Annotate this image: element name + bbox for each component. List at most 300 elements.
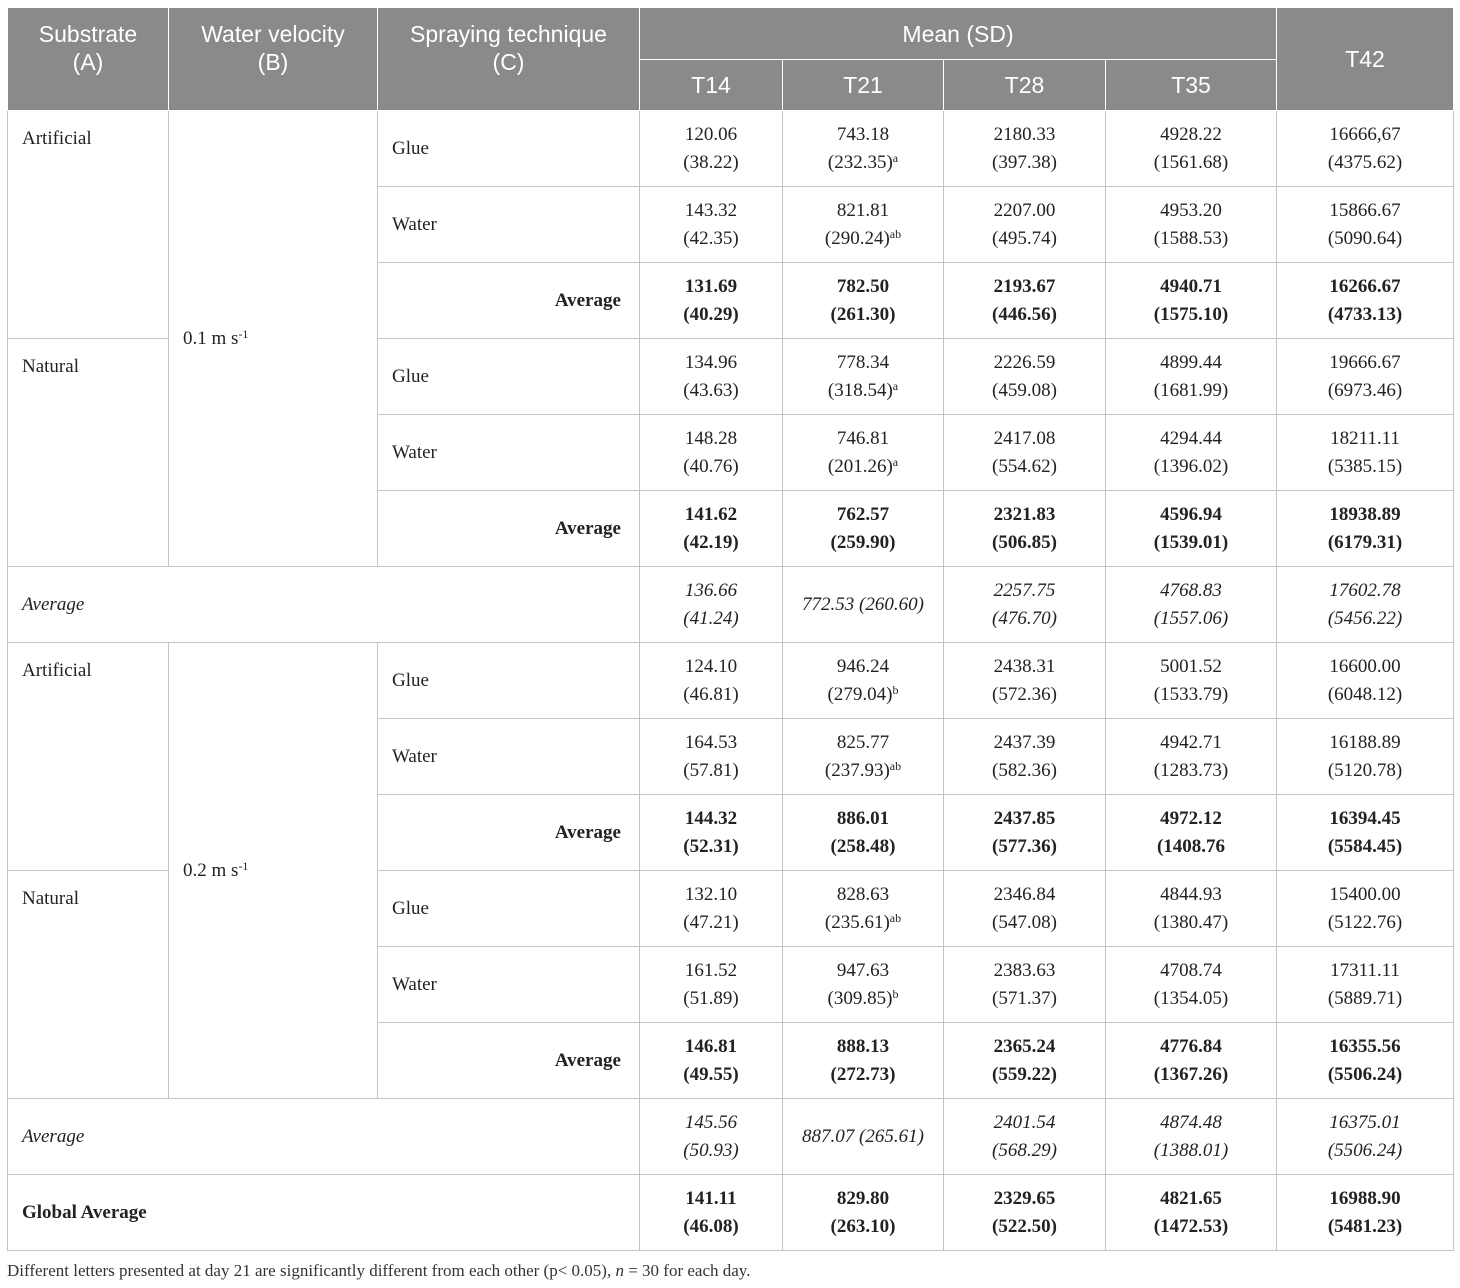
value-cell-t14 (640, 1023, 783, 1099)
sd-line (1277, 833, 1453, 861)
significance-letter: a (892, 150, 899, 165)
sd-line (640, 833, 782, 861)
mean-value: 828.63 (836, 883, 890, 905)
sd-line (640, 225, 782, 253)
value-cell-t42 (1277, 263, 1454, 339)
sd-line (944, 453, 1105, 481)
value-cell-t42 (1277, 111, 1454, 187)
significance-letter: b (892, 986, 899, 1001)
sd-value: (559.22) (992, 1063, 1057, 1085)
value-cell-t14 (640, 947, 783, 1023)
substrate-artificial: Artificial (8, 643, 169, 871)
value-cell-t21 (783, 111, 944, 187)
technique-glue: Glue (378, 339, 640, 415)
sd-line (1106, 909, 1276, 937)
sd-value: (1396.02) (1153, 455, 1229, 477)
mean-value: 17602.78 (1329, 579, 1401, 601)
average-label: Average (378, 795, 640, 871)
mean-value: 148.28 (684, 427, 738, 449)
value-cell-t28 (944, 1099, 1106, 1175)
value-cell-t35 (1106, 795, 1277, 871)
sd-value: (5506.24) (1327, 1139, 1403, 1161)
sd-line (640, 149, 782, 177)
sd-value: (279.04) (827, 683, 893, 705)
value-cell-t42 (1277, 643, 1454, 719)
sd-line (1106, 377, 1276, 405)
value-cell-t21 (783, 491, 944, 567)
sd-line (783, 1213, 943, 1241)
global-average-label: Global Average (8, 1175, 640, 1251)
value-cell-t14 (640, 415, 783, 491)
value-cell-t21 (783, 1023, 944, 1099)
sd-value: (1575.10) (1153, 303, 1229, 325)
mean-value: 2401.54 (993, 1111, 1056, 1133)
mean-value: 4940.71 (1160, 275, 1222, 297)
sd-value: (49.55) (683, 1063, 739, 1085)
mean-value: 2437.39 (993, 731, 1056, 753)
mean-value: 146.81 (684, 1035, 738, 1057)
value-cell-t28 (944, 491, 1106, 567)
substrate-artificial: Artificial (8, 111, 169, 339)
sd-line (783, 149, 943, 177)
value-cell-t21 (783, 187, 944, 263)
technique-water: Water (378, 187, 640, 263)
value-cell-t42 (1277, 947, 1454, 1023)
value-cell-t42 (1277, 567, 1454, 643)
mean-value: 16666,67 (1329, 123, 1401, 145)
sd-line (640, 529, 782, 557)
sd-value: (5584.45) (1327, 835, 1403, 857)
value-cell-t28 (944, 187, 1106, 263)
mean-value: 887.07 (265.61) (802, 1125, 924, 1147)
significance-letter: ab (889, 226, 902, 241)
sd-value: (261.30) (830, 303, 896, 325)
significance-letter: ab (889, 910, 902, 925)
mean-value: 18211.11 (1330, 427, 1400, 449)
value-cell-t14 (640, 1099, 783, 1175)
mean-value: 4972.12 (1160, 807, 1222, 829)
value-cell-t21 (783, 415, 944, 491)
sd-line (1277, 225, 1453, 253)
value-cell-t21 (783, 719, 944, 795)
mean-value: 143.32 (684, 199, 738, 221)
sd-line (783, 1061, 943, 1089)
value-cell-t42 (1277, 1023, 1454, 1099)
sd-value: (5385.15) (1327, 455, 1403, 477)
value-cell-t14 (640, 643, 783, 719)
mean-value: 132.10 (684, 883, 738, 905)
header-t35: T35 (1106, 60, 1277, 111)
header-t21: T21 (783, 60, 944, 111)
mean-value: 144.32 (684, 807, 738, 829)
sd-line (944, 1213, 1105, 1241)
value-cell-t14 (640, 491, 783, 567)
sd-value: (1354.05) (1153, 987, 1229, 1009)
sd-line (1277, 909, 1453, 937)
sd-value: (258.48) (830, 835, 896, 857)
value-cell-t28 (944, 111, 1106, 187)
velocity-0-1: 0.1 m $s^{-1}$ (169, 111, 378, 567)
sd-line (640, 301, 782, 329)
mean-value: 16394.45 (1329, 807, 1401, 829)
mean-value: 4928.22 (1160, 123, 1222, 145)
value-cell-t21 (783, 871, 944, 947)
sd-value: (40.76) (683, 455, 739, 477)
sd-value: (1472.53) (1153, 1215, 1229, 1237)
mean-value: 4874.48 (1160, 1111, 1222, 1133)
mean-value: 778.34 (836, 351, 890, 373)
significance-letter: a (892, 378, 899, 393)
sd-value: (568.29) (992, 1139, 1057, 1161)
significance-letter: ab (889, 758, 902, 773)
mean-value: 4953.20 (1160, 199, 1222, 221)
velocity-average-label: Average (8, 1099, 640, 1175)
sd-value: (506.85) (992, 531, 1057, 553)
value-cell-t42 (1277, 187, 1454, 263)
sd-line (640, 909, 782, 937)
sd-line (783, 529, 943, 557)
mean-value: 141.11 (685, 1187, 737, 1209)
value-cell-t35 (1106, 1099, 1277, 1175)
technique-glue: Glue (378, 111, 640, 187)
value-cell-t21 (783, 1099, 944, 1175)
value-cell-t14 (640, 263, 783, 339)
sd-value: (522.50) (992, 1215, 1057, 1237)
header-spraying-technique: Spraying technique (C) (378, 8, 640, 111)
sd-line (1277, 377, 1453, 405)
value-cell-t35 (1106, 263, 1277, 339)
value-cell-t28 (944, 871, 1106, 947)
value-cell-t28 (944, 415, 1106, 491)
mean-value: 2417.08 (993, 427, 1056, 449)
sd-value: (318.54) (827, 379, 893, 401)
mean-value: 2383.63 (993, 959, 1056, 981)
sd-value: (1539.01) (1153, 531, 1229, 553)
sd-line (944, 301, 1105, 329)
sd-value: (1367.26) (1153, 1063, 1229, 1085)
value-cell-t14 (640, 111, 783, 187)
value-cell-t42 (1277, 339, 1454, 415)
mean-value: 131.69 (684, 275, 738, 297)
value-cell-t21 (783, 795, 944, 871)
sd-value: (5122.76) (1327, 911, 1403, 933)
sd-line (1106, 985, 1276, 1013)
mean-value: 4899.44 (1160, 351, 1222, 373)
sd-line (1277, 1061, 1453, 1089)
header-water-velocity: Water velocity (B) (169, 8, 378, 111)
sd-line (1106, 681, 1276, 709)
mean-value: 16188.89 (1329, 731, 1401, 753)
sd-line (1277, 985, 1453, 1013)
mean-value: 762.57 (836, 503, 890, 525)
sd-value: (235.61) (824, 911, 890, 933)
substrate-natural: Natural (8, 339, 169, 567)
mean-value: 4294.44 (1160, 427, 1222, 449)
mean-value: 164.53 (684, 731, 738, 753)
sd-value: (309.85) (827, 987, 893, 1009)
sd-value: (5481.23) (1327, 1215, 1403, 1237)
sd-line (640, 757, 782, 785)
sd-line (640, 681, 782, 709)
value-cell-t35 (1106, 947, 1277, 1023)
sd-line (1277, 1213, 1453, 1241)
sd-value: (547.08) (992, 911, 1057, 933)
technique-glue: Glue (378, 871, 640, 947)
mean-value: 2207.00 (993, 199, 1056, 221)
significance-letter: b (892, 682, 899, 697)
sd-line (1106, 1137, 1276, 1165)
average-label: Average (378, 263, 640, 339)
sd-value: (232.35) (827, 151, 893, 173)
value-cell-t35 (1106, 1175, 1277, 1251)
mean-value: 772.53 (260.60) (802, 593, 924, 615)
value-cell-t35 (1106, 415, 1277, 491)
value-cell-t28 (944, 795, 1106, 871)
value-cell-t42 (1277, 795, 1454, 871)
sd-value: (1557.06) (1153, 607, 1229, 629)
mean-value: 4768.83 (1160, 579, 1222, 601)
sd-line (1277, 453, 1453, 481)
sd-line (783, 833, 943, 861)
sd-value: (397.38) (992, 151, 1057, 173)
sd-value: (1388.01) (1153, 1139, 1229, 1161)
sd-line (640, 985, 782, 1013)
sd-line (944, 833, 1105, 861)
sd-value: (571.37) (992, 987, 1057, 1009)
sd-value: (237.93) (824, 759, 890, 781)
value-cell-t42 (1277, 1099, 1454, 1175)
value-cell-t14 (640, 339, 783, 415)
value-cell-t28 (944, 719, 1106, 795)
sd-line (944, 757, 1105, 785)
sd-value: (5506.24) (1327, 1063, 1403, 1085)
sd-value: (446.56) (992, 303, 1057, 325)
value-cell-t35 (1106, 339, 1277, 415)
sd-line (640, 1137, 782, 1165)
mean-value: 4776.84 (1160, 1035, 1222, 1057)
mean-value: 161.52 (684, 959, 738, 981)
sd-line (1106, 1213, 1276, 1241)
value-cell-t42 (1277, 1175, 1454, 1251)
velocity-average-label: Average (8, 567, 640, 643)
sd-value: (5889.71) (1327, 987, 1403, 1009)
value-cell-t21 (783, 1175, 944, 1251)
sd-line (783, 985, 943, 1013)
value-cell-t35 (1106, 1023, 1277, 1099)
sd-line (1106, 301, 1276, 329)
velocity-0-2: 0.2 m $s^{-1}$ (169, 643, 378, 1099)
value-cell-t42 (1277, 871, 1454, 947)
value-cell-t14 (640, 795, 783, 871)
mean-value: 2226.59 (993, 351, 1056, 373)
mean-value: 2193.67 (993, 275, 1056, 297)
significance-letter: a (892, 454, 899, 469)
sd-line (640, 453, 782, 481)
sd-line (1277, 149, 1453, 177)
sd-value: (51.89) (683, 987, 739, 1009)
sd-value: (4733.13) (1327, 303, 1403, 325)
header-mean-sd: Mean (SD) (640, 8, 1277, 60)
value-cell-t35 (1106, 871, 1277, 947)
mean-value: 746.81 (836, 427, 890, 449)
sd-line (1277, 529, 1453, 557)
table-footnote: Different letters presented at day 21 are significantly different from each other (p< 0.05), n = 30 for each day. (7, 1261, 751, 1280)
sd-value: (572.36) (992, 683, 1057, 705)
mean-value: 2365.24 (993, 1035, 1056, 1057)
mean-value: 2180.33 (993, 123, 1056, 145)
sd-line (944, 529, 1105, 557)
value-cell-t14 (640, 871, 783, 947)
value-cell-t28 (944, 339, 1106, 415)
sd-line (944, 225, 1105, 253)
value-cell-t21 (783, 339, 944, 415)
value-cell-t35 (1106, 643, 1277, 719)
value-cell-t42 (1277, 415, 1454, 491)
mean-value: 947.63 (836, 959, 890, 981)
mean-value: 2257.75 (993, 579, 1056, 601)
substrate-natural: Natural (8, 871, 169, 1099)
sd-value: (42.19) (683, 531, 739, 553)
mean-value: 782.50 (836, 275, 890, 297)
sd-value: (554.62) (992, 455, 1057, 477)
value-cell-t35 (1106, 719, 1277, 795)
value-cell-t35 (1106, 491, 1277, 567)
sd-line (1106, 453, 1276, 481)
sd-value: (5456.22) (1327, 607, 1403, 629)
sd-line (783, 301, 943, 329)
sd-line (1106, 225, 1276, 253)
sd-value: (5120.78) (1327, 759, 1403, 781)
value-cell-t28 (944, 1175, 1106, 1251)
sd-line (640, 1213, 782, 1241)
mean-value: 16355.56 (1329, 1035, 1401, 1057)
sd-line (1106, 605, 1276, 633)
value-cell-t35 (1106, 187, 1277, 263)
sd-line (1106, 1061, 1276, 1089)
sd-line (1277, 1137, 1453, 1165)
results-table (7, 7, 1454, 1251)
sd-value: (6179.31) (1327, 531, 1403, 553)
sd-line (944, 149, 1105, 177)
sd-value: (52.31) (683, 835, 739, 857)
sd-value: (1588.53) (1153, 227, 1229, 249)
sd-value: (263.10) (830, 1215, 896, 1237)
mean-value: 16600.00 (1329, 655, 1401, 677)
mean-value: 5001.52 (1160, 655, 1222, 677)
sd-line (944, 1137, 1105, 1165)
header-t14: T14 (640, 60, 783, 111)
value-cell-t42 (1277, 719, 1454, 795)
sd-value: (577.36) (992, 835, 1057, 857)
sd-value: (259.90) (830, 531, 896, 553)
mean-value: 743.18 (836, 123, 890, 145)
sd-line (1277, 681, 1453, 709)
sd-value: (50.93) (683, 1139, 739, 1161)
mean-value: 4596.94 (1160, 503, 1222, 525)
sd-value: (47.21) (683, 911, 739, 933)
sd-value: (46.08) (683, 1215, 739, 1237)
mean-value: 888.13 (836, 1035, 890, 1057)
sd-value: (1283.73) (1153, 759, 1229, 781)
mean-value: 16375.01 (1329, 1111, 1401, 1133)
sd-line (640, 377, 782, 405)
mean-value: 829.80 (836, 1187, 890, 1209)
value-cell-t28 (944, 643, 1106, 719)
header-substrate: Substrate (A) (8, 8, 169, 111)
value-cell-t21 (783, 263, 944, 339)
mean-value: 18938.89 (1329, 503, 1401, 525)
mean-value: 4708.74 (1160, 959, 1222, 981)
average-label: Average (378, 491, 640, 567)
sd-line (1106, 833, 1276, 861)
average-label: Average (378, 1023, 640, 1099)
mean-value: 15400.00 (1329, 883, 1401, 905)
mean-value: 4844.93 (1160, 883, 1222, 905)
sd-line (783, 757, 943, 785)
sd-value: (1681.99) (1153, 379, 1229, 401)
mean-value: 886.01 (836, 807, 890, 829)
value-cell-t14 (640, 187, 783, 263)
sd-value: (582.36) (992, 759, 1057, 781)
sd-line (783, 225, 943, 253)
technique-glue: Glue (378, 643, 640, 719)
value-cell-t28 (944, 567, 1106, 643)
value-cell-t21 (783, 947, 944, 1023)
mean-value: 120.06 (684, 123, 738, 145)
sd-value: (41.24) (683, 607, 739, 629)
sd-line (783, 377, 943, 405)
sd-line (640, 1061, 782, 1089)
sd-line (783, 681, 943, 709)
value-cell-t28 (944, 263, 1106, 339)
mean-value: 16988.90 (1329, 1187, 1401, 1209)
sd-line (1106, 529, 1276, 557)
sd-value: (46.81) (683, 683, 739, 705)
sd-value: (6048.12) (1327, 683, 1403, 705)
sd-line (1277, 605, 1453, 633)
sd-value: (459.08) (992, 379, 1057, 401)
sd-value: (1408.76 (1156, 835, 1226, 857)
sd-value: (40.29) (683, 303, 739, 325)
header-t28: T28 (944, 60, 1106, 111)
sd-line (944, 909, 1105, 937)
sd-line (944, 985, 1105, 1013)
mean-value: 4821.65 (1160, 1187, 1222, 1209)
sd-line (944, 1061, 1105, 1089)
sd-value: (476.70) (992, 607, 1057, 629)
mean-value: 2437.85 (993, 807, 1056, 829)
value-cell-t28 (944, 1023, 1106, 1099)
mean-value: 2329.65 (993, 1187, 1056, 1209)
mean-value: 134.96 (684, 351, 738, 373)
mean-value: 4942.71 (1160, 731, 1222, 753)
sd-line (1277, 301, 1453, 329)
sd-value: (1380.47) (1153, 911, 1229, 933)
mean-value: 15866.67 (1329, 199, 1401, 221)
sd-value: (495.74) (992, 227, 1057, 249)
mean-value: 2321.83 (993, 503, 1056, 525)
mean-value: 145.56 (684, 1111, 738, 1133)
mean-value: 946.24 (836, 655, 890, 677)
sd-line (783, 453, 943, 481)
mean-value: 136.66 (684, 579, 738, 601)
sd-value: (290.24) (824, 227, 890, 249)
sd-value: (38.22) (683, 151, 739, 173)
sd-value: (272.73) (830, 1063, 896, 1085)
mean-value: 141.62 (684, 503, 738, 525)
sd-value: (57.81) (683, 759, 739, 781)
sd-line (783, 909, 943, 937)
